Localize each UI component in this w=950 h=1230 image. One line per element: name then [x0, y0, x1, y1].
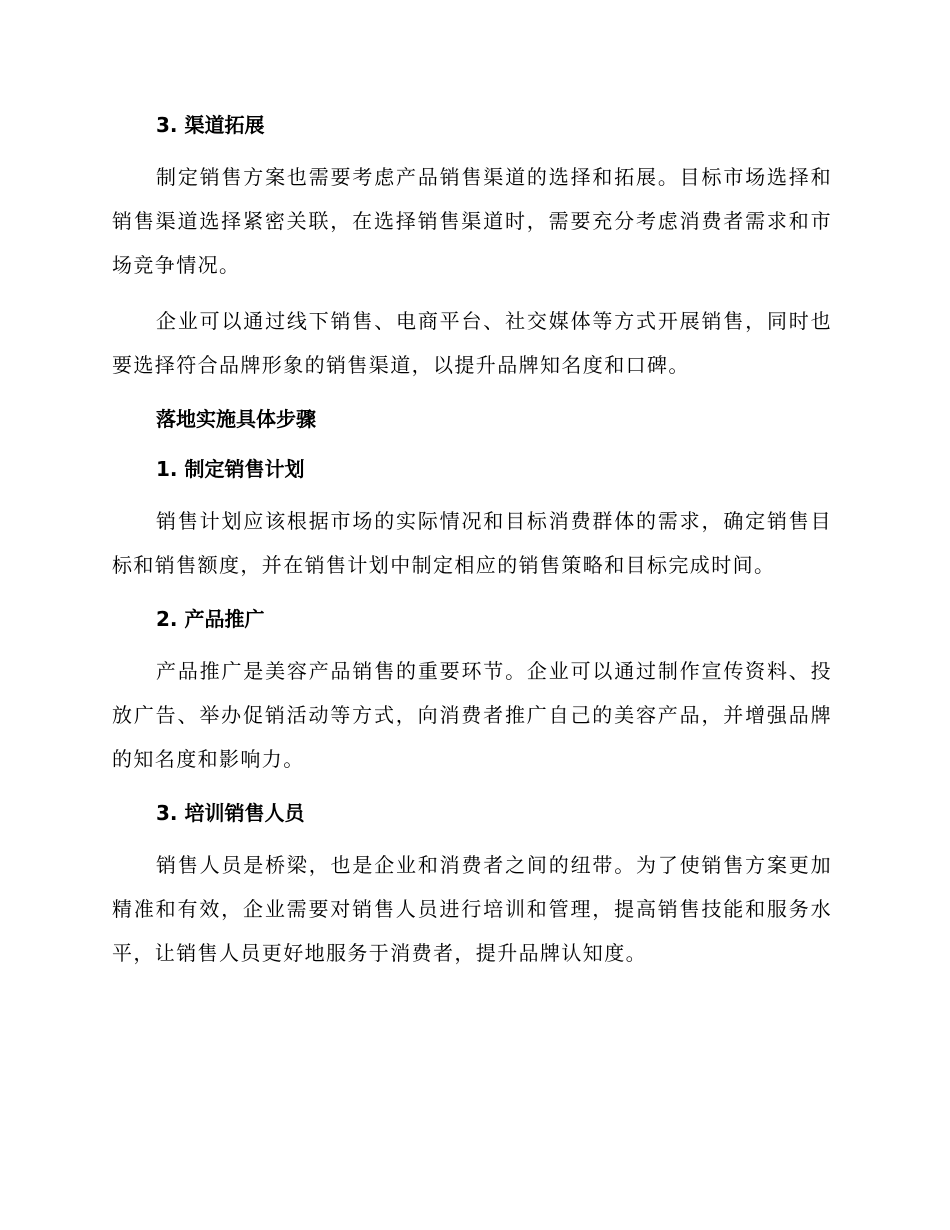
- paragraph-product-promotion: 产品推广是美容产品销售的重要环节。企业可以通过制作宣传资料、投放广告、举办促销活动等方式，向消费者推广自己的美容产品，并增强品牌的知名度和影响力。: [112, 659, 832, 771]
- document-page: [112, 105, 832, 975]
- paragraph-channel-selection: 制定销售方案也需要考虑产品销售渠道的选择和拓展。目标市场选择和销售渠道选择紧密关联，在选择销售渠道时，需要充分考虑消费者需求和市场竞争情况。: [112, 165, 832, 277]
- paragraph-sales-training: 销售人员是桥梁，也是企业和消费者之间的纽带。为了使销售方案更加精准和有效，企业需要对销售人员进行培训和管理，提高销售技能和服务水平，让销售人员更好地服务于消费者，提升品牌认知度。: [112, 853, 832, 965]
- section-heading-sales-training: 3. 培训销售人员: [156, 801, 305, 825]
- section-heading-sales-plan: 1. 制定销售计划: [156, 457, 305, 481]
- section-heading-implementation-steps: 落地实施具体步骤: [156, 407, 316, 431]
- section-heading-product-promotion: 2. 产品推广: [156, 607, 265, 631]
- section-heading-channel-expansion: 3. 渠道拓展: [156, 113, 265, 137]
- paragraph-sales-plan: 销售计划应该根据市场的实际情况和目标消费群体的需求，确定销售目标和销售额度，并在销售计划中制定相应的销售策略和目标完成时间。: [112, 509, 832, 577]
- paragraph-channel-methods: 企业可以通过线下销售、电商平台、社交媒体等方式开展销售，同时也要选择符合品牌形象的销售渠道，以提升品牌知名度和口碑。: [112, 309, 832, 377]
